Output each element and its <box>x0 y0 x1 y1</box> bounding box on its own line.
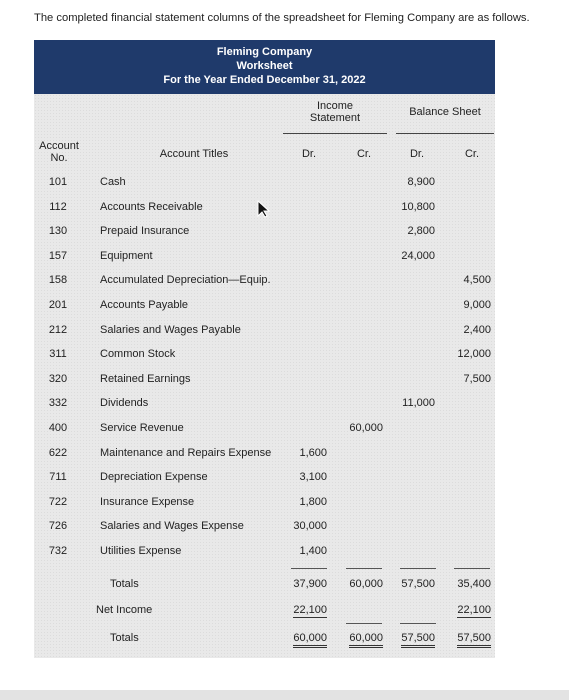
account-number: 112 <box>49 200 67 213</box>
account-number: 722 <box>48 495 68 508</box>
bs-dr-underline <box>400 568 436 569</box>
account-number: 726 <box>48 520 68 533</box>
net-income-bs-cr: 22,100 <box>457 604 491 616</box>
account-title: Accounts Receivable <box>100 200 203 213</box>
company-name: Fleming Company <box>216 46 313 58</box>
bs-dr-value: 24,000 <box>401 249 435 262</box>
table-row <box>34 299 495 323</box>
table-row <box>34 496 495 520</box>
is-dr-value: 1,800 <box>299 495 327 508</box>
mouse-cursor-icon <box>256 200 272 218</box>
net-income-is-cr-underline <box>346 623 382 624</box>
balance-sheet-header: Balance Sheet <box>409 106 481 118</box>
account-title: Service Revenue <box>100 422 184 434</box>
is-dr-header: Dr. <box>301 148 317 160</box>
account-title: Utilities Expense <box>100 545 182 557</box>
account-title: Salaries and Wages Expense <box>100 520 244 533</box>
account-title: Insurance Expense <box>100 495 195 508</box>
bs-cr-underline <box>454 568 490 569</box>
bs-cr-value: 2,400 <box>463 323 491 336</box>
totals-bs-dr: 57,500 <box>401 578 435 590</box>
account-title: Dividends <box>100 397 149 410</box>
is-dr-value: 30,000 <box>293 520 327 533</box>
account-title: Accounts Payable <box>100 299 189 311</box>
account-title: Retained Earnings <box>100 372 191 385</box>
bs-cr-value: 4,500 <box>463 274 491 287</box>
account-title: Equipment <box>100 249 153 262</box>
account-no-header-line2: No. <box>50 152 68 164</box>
account-title: Common Stock <box>100 348 176 361</box>
income-statement-header <box>292 100 378 124</box>
final-totals-is-dr: 60,000 <box>293 632 327 648</box>
worksheet-banner <box>34 40 495 94</box>
table-row <box>34 520 495 544</box>
net-income-row <box>34 604 495 628</box>
account-number: 622 <box>48 446 68 459</box>
table-row <box>34 225 495 249</box>
account-number: 400 <box>48 422 68 434</box>
bs-cr-value: 9,000 <box>463 299 491 311</box>
table-row <box>34 324 495 348</box>
totals-label: Totals <box>110 578 139 590</box>
table-row <box>34 422 495 446</box>
account-number: 130 <box>48 225 68 238</box>
account-number: 711 <box>49 471 67 484</box>
worksheet-period: For the Year Ended December 31, 2022 <box>163 74 366 86</box>
is-cr-header: Cr. <box>356 148 372 160</box>
account-title: Depreciation Expense <box>100 471 208 484</box>
net-income-label: Net Income <box>96 604 153 616</box>
bottom-strip <box>0 690 569 700</box>
final-totals-is-cr: 60,000 <box>349 632 383 648</box>
income-statement-rule <box>283 133 387 134</box>
account-number: 157 <box>48 249 68 262</box>
table-row <box>34 545 495 569</box>
table-row <box>34 447 495 471</box>
intro-text: The completed financial statement columns of the spreadsheet for Fleming Company are as follows. <box>34 12 530 24</box>
bs-cr-value: 12,000 <box>457 348 491 361</box>
account-number: 332 <box>48 397 68 410</box>
account-title: Prepaid Insurance <box>100 225 190 238</box>
totals-is-dr: 37,900 <box>293 578 327 590</box>
final-totals-bs-cr: 57,500 <box>457 632 491 648</box>
account-number: 201 <box>48 299 68 311</box>
account-title: Cash <box>100 176 126 188</box>
bs-dr-value: 2,800 <box>407 225 435 238</box>
account-no-header <box>34 140 84 164</box>
account-title: Accumulated Depreciation—Equip. <box>100 274 271 287</box>
is-dr-value: 1,400 <box>299 545 327 557</box>
account-title: Maintenance and Repairs Expense <box>100 446 272 459</box>
account-title: Salaries and Wages Payable <box>100 323 241 336</box>
totals-row <box>34 578 495 602</box>
is-dr-value: 1,600 <box>299 446 327 459</box>
account-number: 732 <box>48 545 68 557</box>
table-row <box>34 373 495 397</box>
net-income-is-dr: 22,100 <box>293 604 327 616</box>
final-totals-bs-dr: 57,500 <box>401 632 435 648</box>
account-number: 320 <box>48 372 68 385</box>
balance-sheet-rule <box>396 133 494 134</box>
bs-dr-value: 10,800 <box>401 200 435 213</box>
bs-dr-value: 8,900 <box>407 176 435 188</box>
income-statement-header-line1: Income <box>316 100 354 112</box>
account-no-header-line1: Account <box>39 140 79 152</box>
worksheet <box>34 40 495 658</box>
totals-is-cr: 60,000 <box>349 578 383 590</box>
totals-bs-cr: 35,400 <box>457 578 491 590</box>
table-row <box>34 397 495 421</box>
is-cr-underline <box>346 568 382 569</box>
is-dr-underline <box>291 568 327 569</box>
account-number: 311 <box>49 348 67 361</box>
table-row <box>34 348 495 372</box>
account-number: 101 <box>48 176 68 188</box>
final-totals-row <box>34 632 495 656</box>
account-number: 212 <box>48 323 68 336</box>
account-number: 158 <box>48 274 68 287</box>
bs-cr-header: Cr. <box>464 148 480 160</box>
is-cr-value: 60,000 <box>349 422 383 434</box>
net-income-bs-dr-underline <box>400 623 436 624</box>
is-dr-value: 3,100 <box>299 471 327 484</box>
bs-dr-header: Dr. <box>409 148 425 160</box>
worksheet-subtitle: Worksheet <box>236 60 293 72</box>
table-row <box>34 274 495 298</box>
bs-cr-value: 7,500 <box>463 372 491 385</box>
final-totals-label: Totals <box>110 632 139 644</box>
bs-dr-value: 11,000 <box>402 397 435 410</box>
table-row <box>34 176 495 200</box>
income-statement-header-line2: Statement <box>309 112 361 124</box>
account-titles-header: Account Titles <box>159 148 229 160</box>
table-row <box>34 250 495 274</box>
table-row <box>34 471 495 495</box>
